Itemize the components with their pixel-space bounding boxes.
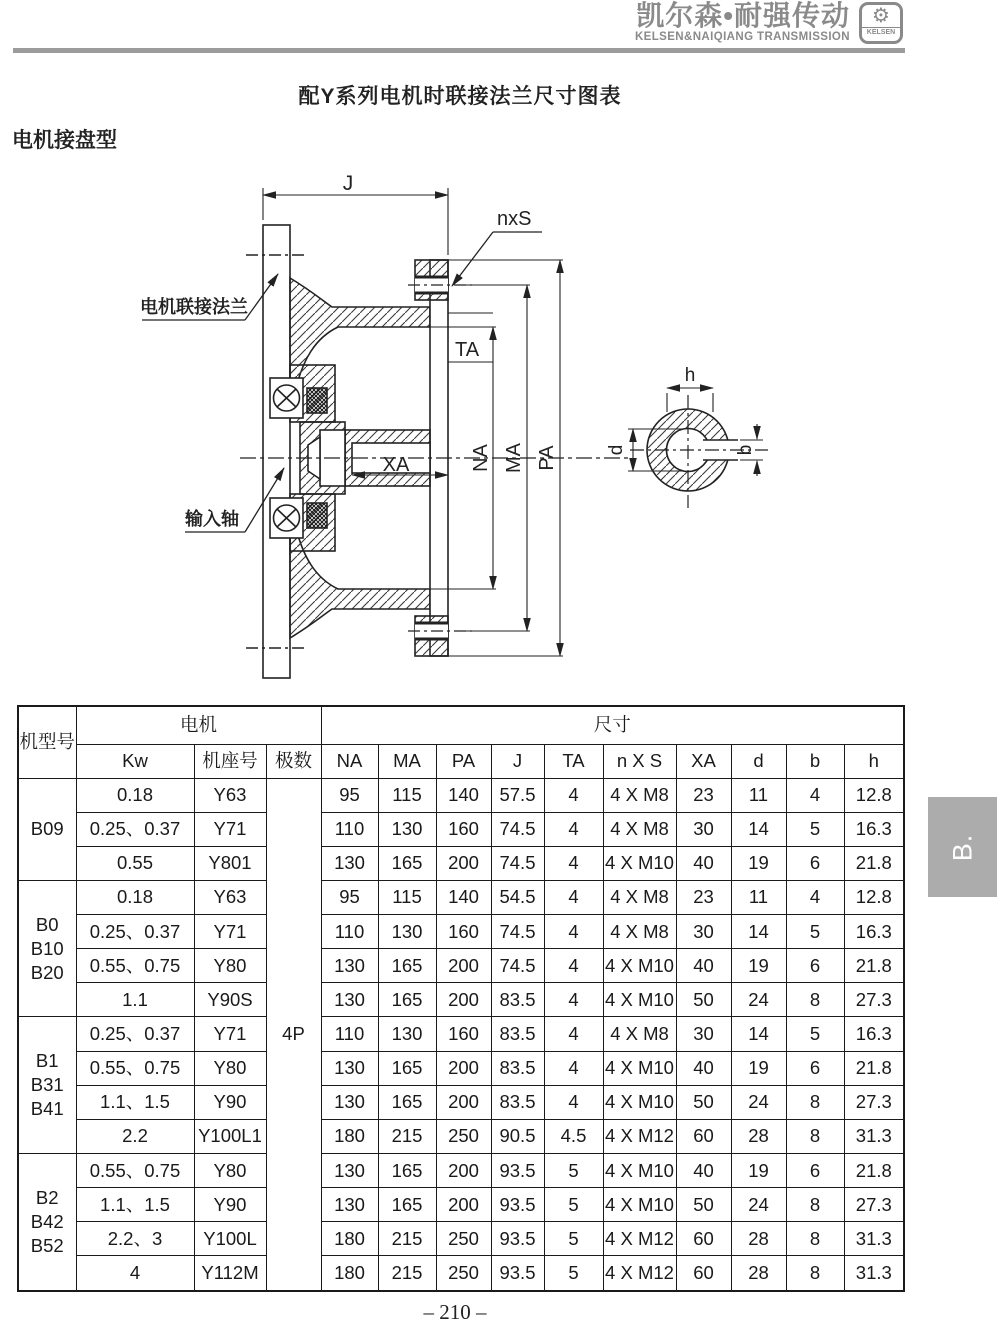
dim-cell: 28 [731, 1222, 786, 1256]
dim-cell: 165 [378, 846, 436, 880]
frame-cell: Y71 [194, 1017, 266, 1051]
dim-cell: 6 [786, 949, 844, 983]
dim-cell: 4 X M8 [603, 812, 676, 846]
dim-cell: 21.8 [844, 1051, 904, 1085]
dim-cell: 4 [544, 778, 603, 812]
dim-cell: 28 [731, 1119, 786, 1153]
dim-cell: 5 [786, 812, 844, 846]
dim-cell: 160 [436, 1017, 491, 1051]
dim-cell: 8 [786, 1119, 844, 1153]
dim-cell: 250 [436, 1222, 491, 1256]
model-group-cell: B1 B31 B41 [18, 1017, 76, 1154]
dim-cell: 23 [676, 778, 731, 812]
dim-cell: 90.5 [491, 1119, 544, 1153]
dim-cell: 4 X M8 [603, 880, 676, 914]
kw-cell: 1.1 [76, 983, 194, 1017]
dim-cell: 40 [676, 846, 731, 880]
dim-cell: 8 [786, 1085, 844, 1119]
dim-cell: 14 [731, 812, 786, 846]
brand-logo [859, 2, 903, 44]
dim-cell: 6 [786, 1051, 844, 1085]
model-group-cell: B0 B10 B20 [18, 880, 76, 1017]
dim-cell: 4 X M12 [603, 1119, 676, 1153]
dim-cell: 160 [436, 915, 491, 949]
dim-cell: 215 [378, 1222, 436, 1256]
dim-cell: 4 X M8 [603, 1017, 676, 1051]
dim-cell: 19 [731, 949, 786, 983]
frame-cell: Y100L [194, 1222, 266, 1256]
dim-cell: 11 [731, 880, 786, 914]
dim-cell: 30 [676, 1017, 731, 1051]
kw-cell: 0.55、0.75 [76, 1154, 194, 1188]
dim-cell: 27.3 [844, 983, 904, 1017]
dim-cell: 160 [436, 812, 491, 846]
col-header: XA [676, 744, 731, 778]
dim-cell: 83.5 [491, 983, 544, 1017]
dim-cell: 200 [436, 949, 491, 983]
side-tab [928, 797, 997, 897]
dim-cell: 5 [544, 1154, 603, 1188]
dim-cell: 4 X M10 [603, 1154, 676, 1188]
dim-cell: 130 [378, 812, 436, 846]
dim-cell: 200 [436, 1085, 491, 1119]
dim-cell: 54.5 [491, 880, 544, 914]
dim-cell: 19 [731, 1154, 786, 1188]
kw-cell: 0.25、0.37 [76, 812, 194, 846]
dim-cell: 165 [378, 1188, 436, 1222]
gear-icon: ⚙ [872, 5, 890, 27]
dim-cell: 4 X M12 [603, 1222, 676, 1256]
dim-cell: 5 [786, 915, 844, 949]
dim-cell: 19 [731, 846, 786, 880]
dim-label-ta: TA [455, 339, 480, 361]
dim-cell: 4 X M12 [603, 1256, 676, 1291]
logo-word: KELSEN [862, 27, 900, 37]
dim-cell: 8 [786, 983, 844, 1017]
dim-cell: 130 [321, 1154, 378, 1188]
dim-cell: 165 [378, 983, 436, 1017]
dim-cell: 24 [731, 1188, 786, 1222]
dim-cell: 140 [436, 880, 491, 914]
seal-block [307, 388, 327, 413]
dim-cell: 4 X M10 [603, 1188, 676, 1222]
dim-cell: 4 X M10 [603, 1051, 676, 1085]
dim-cell: 6 [786, 846, 844, 880]
dim-cell: 130 [321, 1188, 378, 1222]
dim-cell: 215 [378, 1119, 436, 1153]
dim-cell: 165 [378, 949, 436, 983]
kw-cell: 0.18 [76, 778, 194, 812]
dim-cell: 130 [321, 1085, 378, 1119]
col-header: MA [378, 744, 436, 778]
dim-cell: 5 [544, 1222, 603, 1256]
dim-cell: 4 [544, 846, 603, 880]
kw-cell: 1.1、1.5 [76, 1188, 194, 1222]
pole-cell: 4P [266, 778, 321, 1291]
frame-cell: Y63 [194, 778, 266, 812]
dim-cell: 4 X M10 [603, 983, 676, 1017]
dim-cell: 140 [436, 778, 491, 812]
dim-cell: 93.5 [491, 1154, 544, 1188]
frame-cell: Y90 [194, 1188, 266, 1222]
dim-cell: 50 [676, 1085, 731, 1119]
dim-cell: 83.5 [491, 1051, 544, 1085]
dim-cell: 4 [544, 1017, 603, 1051]
dim-cell: 27.3 [844, 1188, 904, 1222]
dim-cell: 110 [321, 1017, 378, 1051]
dim-cell: 165 [378, 1085, 436, 1119]
header-divider [13, 48, 905, 53]
dim-cell: 4 [544, 812, 603, 846]
dim-cell: 215 [378, 1256, 436, 1291]
dim-cell: 180 [321, 1256, 378, 1291]
dim-cell: 4 X M8 [603, 778, 676, 812]
dim-cell: 12.8 [844, 778, 904, 812]
col-header: J [491, 744, 544, 778]
dim-cell: 8 [786, 1222, 844, 1256]
dim-cell: 60 [676, 1119, 731, 1153]
col-header: PA [436, 744, 491, 778]
dim-cell: 200 [436, 846, 491, 880]
frame-cell: Y80 [194, 949, 266, 983]
page-title: 配Y系列电机时联接法兰尺寸图表 [298, 85, 622, 108]
dim-cell: 14 [731, 1017, 786, 1051]
dim-cell: 115 [378, 880, 436, 914]
dim-cell: 24 [731, 1085, 786, 1119]
dim-cell: 14 [731, 915, 786, 949]
section-view [142, 188, 630, 678]
brand-block [635, 2, 850, 44]
dim-cell: 12.8 [844, 880, 904, 914]
dim-cell: 60 [676, 1256, 731, 1291]
dim-cell: 40 [676, 1154, 731, 1188]
dim-cell: 4 X M10 [603, 846, 676, 880]
spec-table [17, 705, 905, 1292]
col-header: Kw [76, 744, 194, 778]
frame-cell: Y801 [194, 846, 266, 880]
dim-cell: 4.5 [544, 1119, 603, 1153]
kw-cell: 2.2、3 [76, 1222, 194, 1256]
dim-cell: 40 [676, 949, 731, 983]
dim-cell: 4 X M8 [603, 915, 676, 949]
dim-cell: 21.8 [844, 1154, 904, 1188]
dim-cell: 4 [544, 880, 603, 914]
dim-cell: 27.3 [844, 1085, 904, 1119]
group-header-dimensions: 尺寸 [321, 706, 904, 744]
dim-cell: 8 [786, 1256, 844, 1291]
dim-cell: 4 [544, 1085, 603, 1119]
kw-cell: 0.55、0.75 [76, 1051, 194, 1085]
dim-cell: 165 [378, 1051, 436, 1085]
side-tab-label: B. [946, 833, 977, 861]
dim-cell: 16.3 [844, 1017, 904, 1051]
dim-cell: 130 [378, 1017, 436, 1051]
dim-cell: 5 [544, 1188, 603, 1222]
frame-cell: Y80 [194, 1154, 266, 1188]
col-header: 机座号 [194, 744, 266, 778]
col-header: 极数 [266, 744, 321, 778]
dim-cell: 95 [321, 778, 378, 812]
dim-cell: 110 [321, 915, 378, 949]
col-header: d [731, 744, 786, 778]
dim-cell: 200 [436, 1051, 491, 1085]
dim-label-xa: XA [382, 454, 410, 476]
dim-cell: 31.3 [844, 1256, 904, 1291]
dim-cell: 83.5 [491, 1085, 544, 1119]
brand-name-en: KELSEN&NAIQIANG TRANSMISSION [634, 31, 850, 43]
kw-cell: 2.2 [76, 1119, 194, 1153]
dim-cell: 200 [436, 1154, 491, 1188]
dim-cell: 130 [321, 949, 378, 983]
frame-cell: Y71 [194, 915, 266, 949]
dim-cell: 50 [676, 1188, 731, 1222]
dim-cell: 28 [731, 1256, 786, 1291]
group-header-motor: 电机 [76, 706, 321, 744]
dim-cell: 31.3 [844, 1119, 904, 1153]
dim-cell: 19 [731, 1051, 786, 1085]
page-header [0, 0, 1000, 56]
dim-cell: 110 [321, 812, 378, 846]
dim-cell: 74.5 [491, 949, 544, 983]
label-input-shaft: 输入轴 [185, 509, 239, 529]
dim-cell: 24 [731, 983, 786, 1017]
dim-cell: 180 [321, 1222, 378, 1256]
dim-cell: 250 [436, 1256, 491, 1291]
dim-cell: 4 [544, 1051, 603, 1085]
frame-cell: Y63 [194, 880, 266, 914]
brand-name-cn: 凯尔森•耐强传动 [636, 0, 850, 31]
dim-cell: 74.5 [491, 812, 544, 846]
dim-cell: 23 [676, 880, 731, 914]
col-header: h [844, 744, 904, 778]
dim-cell: 4 X M10 [603, 949, 676, 983]
model-group-cell: B09 [18, 778, 76, 880]
col-header: NA [321, 744, 378, 778]
dim-cell: 130 [378, 915, 436, 949]
dim-cell: 30 [676, 812, 731, 846]
dim-label-b: b [735, 444, 756, 456]
dim-cell: 16.3 [844, 915, 904, 949]
dim-cell: 130 [321, 846, 378, 880]
dim-cell: 21.8 [844, 949, 904, 983]
dim-label-j: J [342, 172, 354, 195]
dim-cell: 93.5 [491, 1256, 544, 1291]
dim-label-h: h [684, 365, 696, 386]
dim-cell: 4 [544, 915, 603, 949]
dim-cell: 200 [436, 1188, 491, 1222]
dim-label-ma: MA [503, 443, 525, 473]
seal-block [307, 503, 327, 528]
col-header-model: 机型号 [18, 706, 76, 778]
label-motor-flange: 电机联接法兰 [140, 297, 248, 317]
dim-cell: 200 [436, 983, 491, 1017]
kw-cell: 4 [76, 1256, 194, 1291]
kw-cell: 0.25、0.37 [76, 915, 194, 949]
frame-cell: Y100L1 [194, 1119, 266, 1153]
kw-cell: 1.1、1.5 [76, 1085, 194, 1119]
dim-cell: 74.5 [491, 846, 544, 880]
kw-cell: 0.25、0.37 [76, 1017, 194, 1051]
frame-cell: Y90S [194, 983, 266, 1017]
dim-cell: 74.5 [491, 915, 544, 949]
dim-cell: 4 [786, 880, 844, 914]
dim-label-d: d [606, 444, 627, 456]
dim-cell: 93.5 [491, 1222, 544, 1256]
dim-cell: 31.3 [844, 1222, 904, 1256]
dim-label-nxs: nxS [497, 208, 532, 230]
dim-cell: 130 [321, 1051, 378, 1085]
dim-cell: 40 [676, 1051, 731, 1085]
dim-cell: 83.5 [491, 1017, 544, 1051]
frame-cell: Y90 [194, 1085, 266, 1119]
dim-cell: 180 [321, 1119, 378, 1153]
dim-cell: 250 [436, 1119, 491, 1153]
dim-cell: 16.3 [844, 812, 904, 846]
dim-cell: 6 [786, 1154, 844, 1188]
dim-cell: 115 [378, 778, 436, 812]
frame-cell: Y80 [194, 1051, 266, 1085]
dim-label-na: NA [470, 444, 492, 472]
dim-cell: 130 [321, 983, 378, 1017]
col-header: TA [544, 744, 603, 778]
kw-cell: 0.18 [76, 880, 194, 914]
kw-cell: 0.55 [76, 846, 194, 880]
dim-cell: 93.5 [491, 1188, 544, 1222]
dim-cell: 95 [321, 880, 378, 914]
dim-cell: 4 [544, 983, 603, 1017]
dim-cell: 4 [786, 778, 844, 812]
col-header: n X S [603, 744, 676, 778]
dim-cell: 60 [676, 1222, 731, 1256]
dim-label-pa: PA [536, 445, 558, 471]
page-number: – 210 – [423, 1300, 487, 1324]
flange-dimension-drawing [0, 160, 1000, 705]
dim-cell: 5 [786, 1017, 844, 1051]
dim-cell: 30 [676, 915, 731, 949]
dim-cell: 5 [544, 1256, 603, 1291]
kw-cell: 0.55、0.75 [76, 949, 194, 983]
model-group-cell: B2 B42 B52 [18, 1154, 76, 1291]
section-subtitle: 电机接盘型 [12, 129, 117, 152]
col-header: b [786, 744, 844, 778]
dim-cell: 57.5 [491, 778, 544, 812]
dim-cell: 4 X M10 [603, 1085, 676, 1119]
dim-cell: 50 [676, 983, 731, 1017]
frame-cell: Y112M [194, 1256, 266, 1291]
dim-cell: 21.8 [844, 846, 904, 880]
dim-cell: 8 [786, 1188, 844, 1222]
dim-cell: 11 [731, 778, 786, 812]
dim-cell: 4 [544, 949, 603, 983]
frame-cell: Y71 [194, 812, 266, 846]
dim-cell: 165 [378, 1154, 436, 1188]
